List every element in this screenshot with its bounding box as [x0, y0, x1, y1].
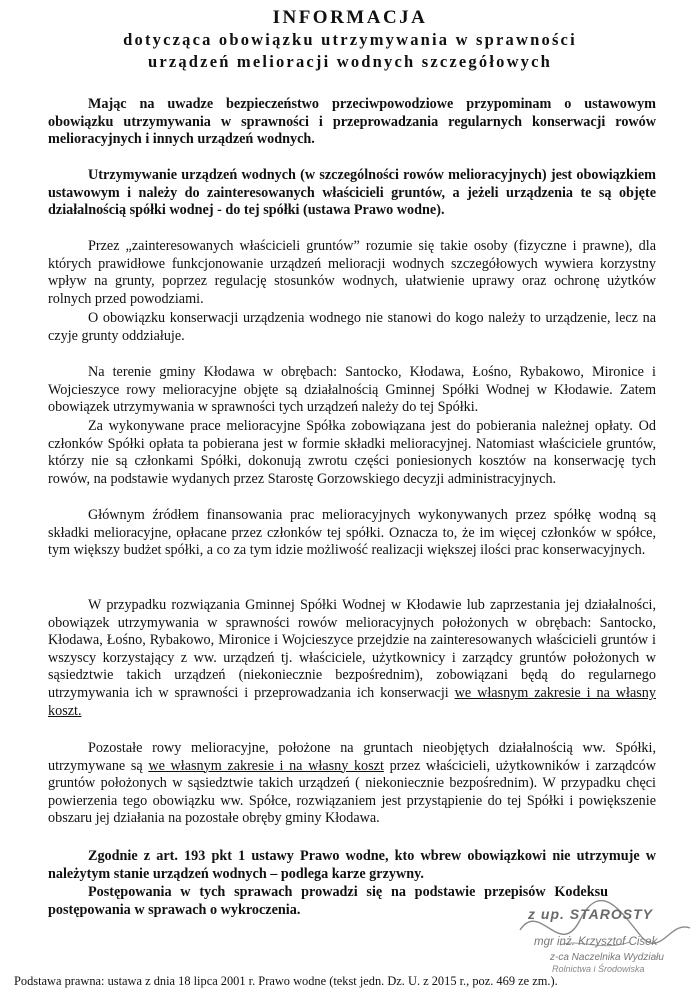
paragraph-procedure: Postępowania w tych sprawach prowadzi się na podstawie przepisów Kodeksu postępowania w sprawach o wykroczenia.: [48, 884, 608, 918]
paragraph-other-ditches-a: Pozostałe rowy melioracyjne, położone na gruntach nieobjętych działalnością ww. Spółki, utrzymywane są: [48, 740, 656, 774]
paragraph-dissolution-text: W przypadku rozwiązania Gminnej Spółki Wodnej w Kłodawie lub zaprzestania jej działalności, obowiązek utrzymywania w sprawności rowów melioracyjnych położonych w obrębach: Santocko, Kłodawa, Łośno, Rybakowo, Mironice i Wojcieszyce przejdzie na zainteresowanych właścicieli gruntów i wszyscy korzystający z ww. urządzeń tj. właściciele, użytkownicy i zarządcy gruntów położonych w sąsiedztwie takich urządzeń (niekoniecznie bezpośrednim), zobowiązani będą do regularnego utrzymywania ich w sprawności i przeprowadzania ich konserwacji: [48, 597, 656, 701]
paragraph-obligation: Utrzymywanie urządzeń wodnych (w szczególności rowów melioracyjnych) jest obowiązkiem ustawowym i należy do zainteresowanych właścicieli gruntów, a jeżeli urządzenia te są objęte działalnością spółki wodnej - do tej spółki (ustawa Prawo wodne).: [48, 167, 656, 219]
paragraph-definition: Przez „zainteresowanych właścicieli gruntów” rozumie się takie osoby (fizyczne i prawne), dla których prawidłowe funkcjonowanie urządzeń melioracji wodnych szczegółowych wywiera korzystny wpływ na grunty, poprzez regulację stosunków wodnych, ułatwienie uprawy oraz ochronę użytków rolnych przed powodziami.: [48, 238, 656, 307]
legal-basis-footnote: Podstawa prawna: ustawa z dnia 18 lipca 2001 r. Prawo wodne (tekst jedn. Dz. U. z 2015 r., poz. 469 ze zm.).: [14, 974, 558, 988]
stamp-signatory-name: mgr inż. Krzysztof Cisek: [534, 936, 658, 948]
document-subtitle-line1: dotycząca obowiązku utrzymywania w sprawności: [123, 30, 577, 49]
paragraph-intro: Mając na uwadze bezpieczeństwo przeciwpowodziowe przypominam o ustawowym obowiązku utrzymywania w sprawności i przeprowadzania regularnych konserwacji rowów melioracyjnych i innych urządzeń wodnych.: [48, 96, 656, 148]
paragraph-dissolution: [48, 597, 656, 720]
stamp-department: Rolnictwa i Środowiska: [552, 964, 645, 974]
paragraph-water-company-scope: Na terenie gminy Kłodawa w obrębach: Santocko, Kłodawa, Łośno, Rybakowo, Mironice i Wojcieszyce rowy melioracyjne objęte są działalnością Gminnej Spółki Wodnej w Kłodawie. Zatem obowiązek utrzymywania w sprawności tych urządzeń należy do tej Spółki.: [48, 364, 656, 416]
paragraph-other-ditches-b: przez właścicieli, użytkowników i zarządców gruntów położonych w sąsiedztwie takich urządzeń ( niekoniecznie bezpośrednim). W przypadku chęci powierzenia tego obowiązku ww. Spółce, rozwiązaniem jest przystąpienie do tej Spółki i powiększenie obszaru jej działania na pozostałe obręby gminy Kłodawa.: [48, 757, 656, 827]
paragraph-conservation-rule: O obowiązku konserwacji urządzenia wodnego nie stanowi do kogo należy to urządzenie, lecz na czyje grunty oddziałuje.: [48, 310, 656, 344]
official-stamp: [498, 906, 698, 978]
stamp-signatory-title: z-ca Naczelnika Wydziału: [550, 952, 664, 963]
own-cost-phrase: we własnym zakresie i na własny koszt.: [48, 684, 656, 719]
paragraph-penalty: Zgodnie z art. 193 pkt 1 ustawy Prawo wodne, kto wbrew obowiązkowi nie utrzymuje w należytym stanie urządzeń wodnych – podlega karze grzywny.: [48, 848, 656, 882]
paragraph-fees: Za wykonywane prace melioracyjne Spółka zobowiązana jest do pobierania należnej opłaty. Od członków Spółki opłata ta pobierana jest w formie składki melioracyjnej. Natomiast właściciele gruntów, którzy nie są członkami Spółki, dokonują zwrotu części poniesionych kosztów na konserwację tych rowów, na podstawie wydanych przez Starostę Gorzowskiego decyzji administracyjnych.: [48, 418, 656, 487]
paragraph-other-ditches: [48, 740, 656, 828]
document-subtitle-line2: urządzeń melioracji wodnych szczegółowych: [147, 52, 553, 71]
own-cost-phrase-2: we własnym zakresie i na własny koszt: [148, 757, 384, 774]
stamp-authorization: z up. STAROSTY: [528, 906, 653, 922]
document-title: INFORMACJA: [272, 7, 428, 28]
paragraph-financing: Głównym źródłem finansowania prac melioracyjnych wykonywanych przez spółkę wodną są składki melioracyjne, opłacane przez członków tej spółki. Oznacza to, że im więcej członków w spółce, tym większy budżet spółki, a co za tym idzie możliwość realizacji większej ilości prac konserwacyjnych.: [48, 507, 656, 559]
